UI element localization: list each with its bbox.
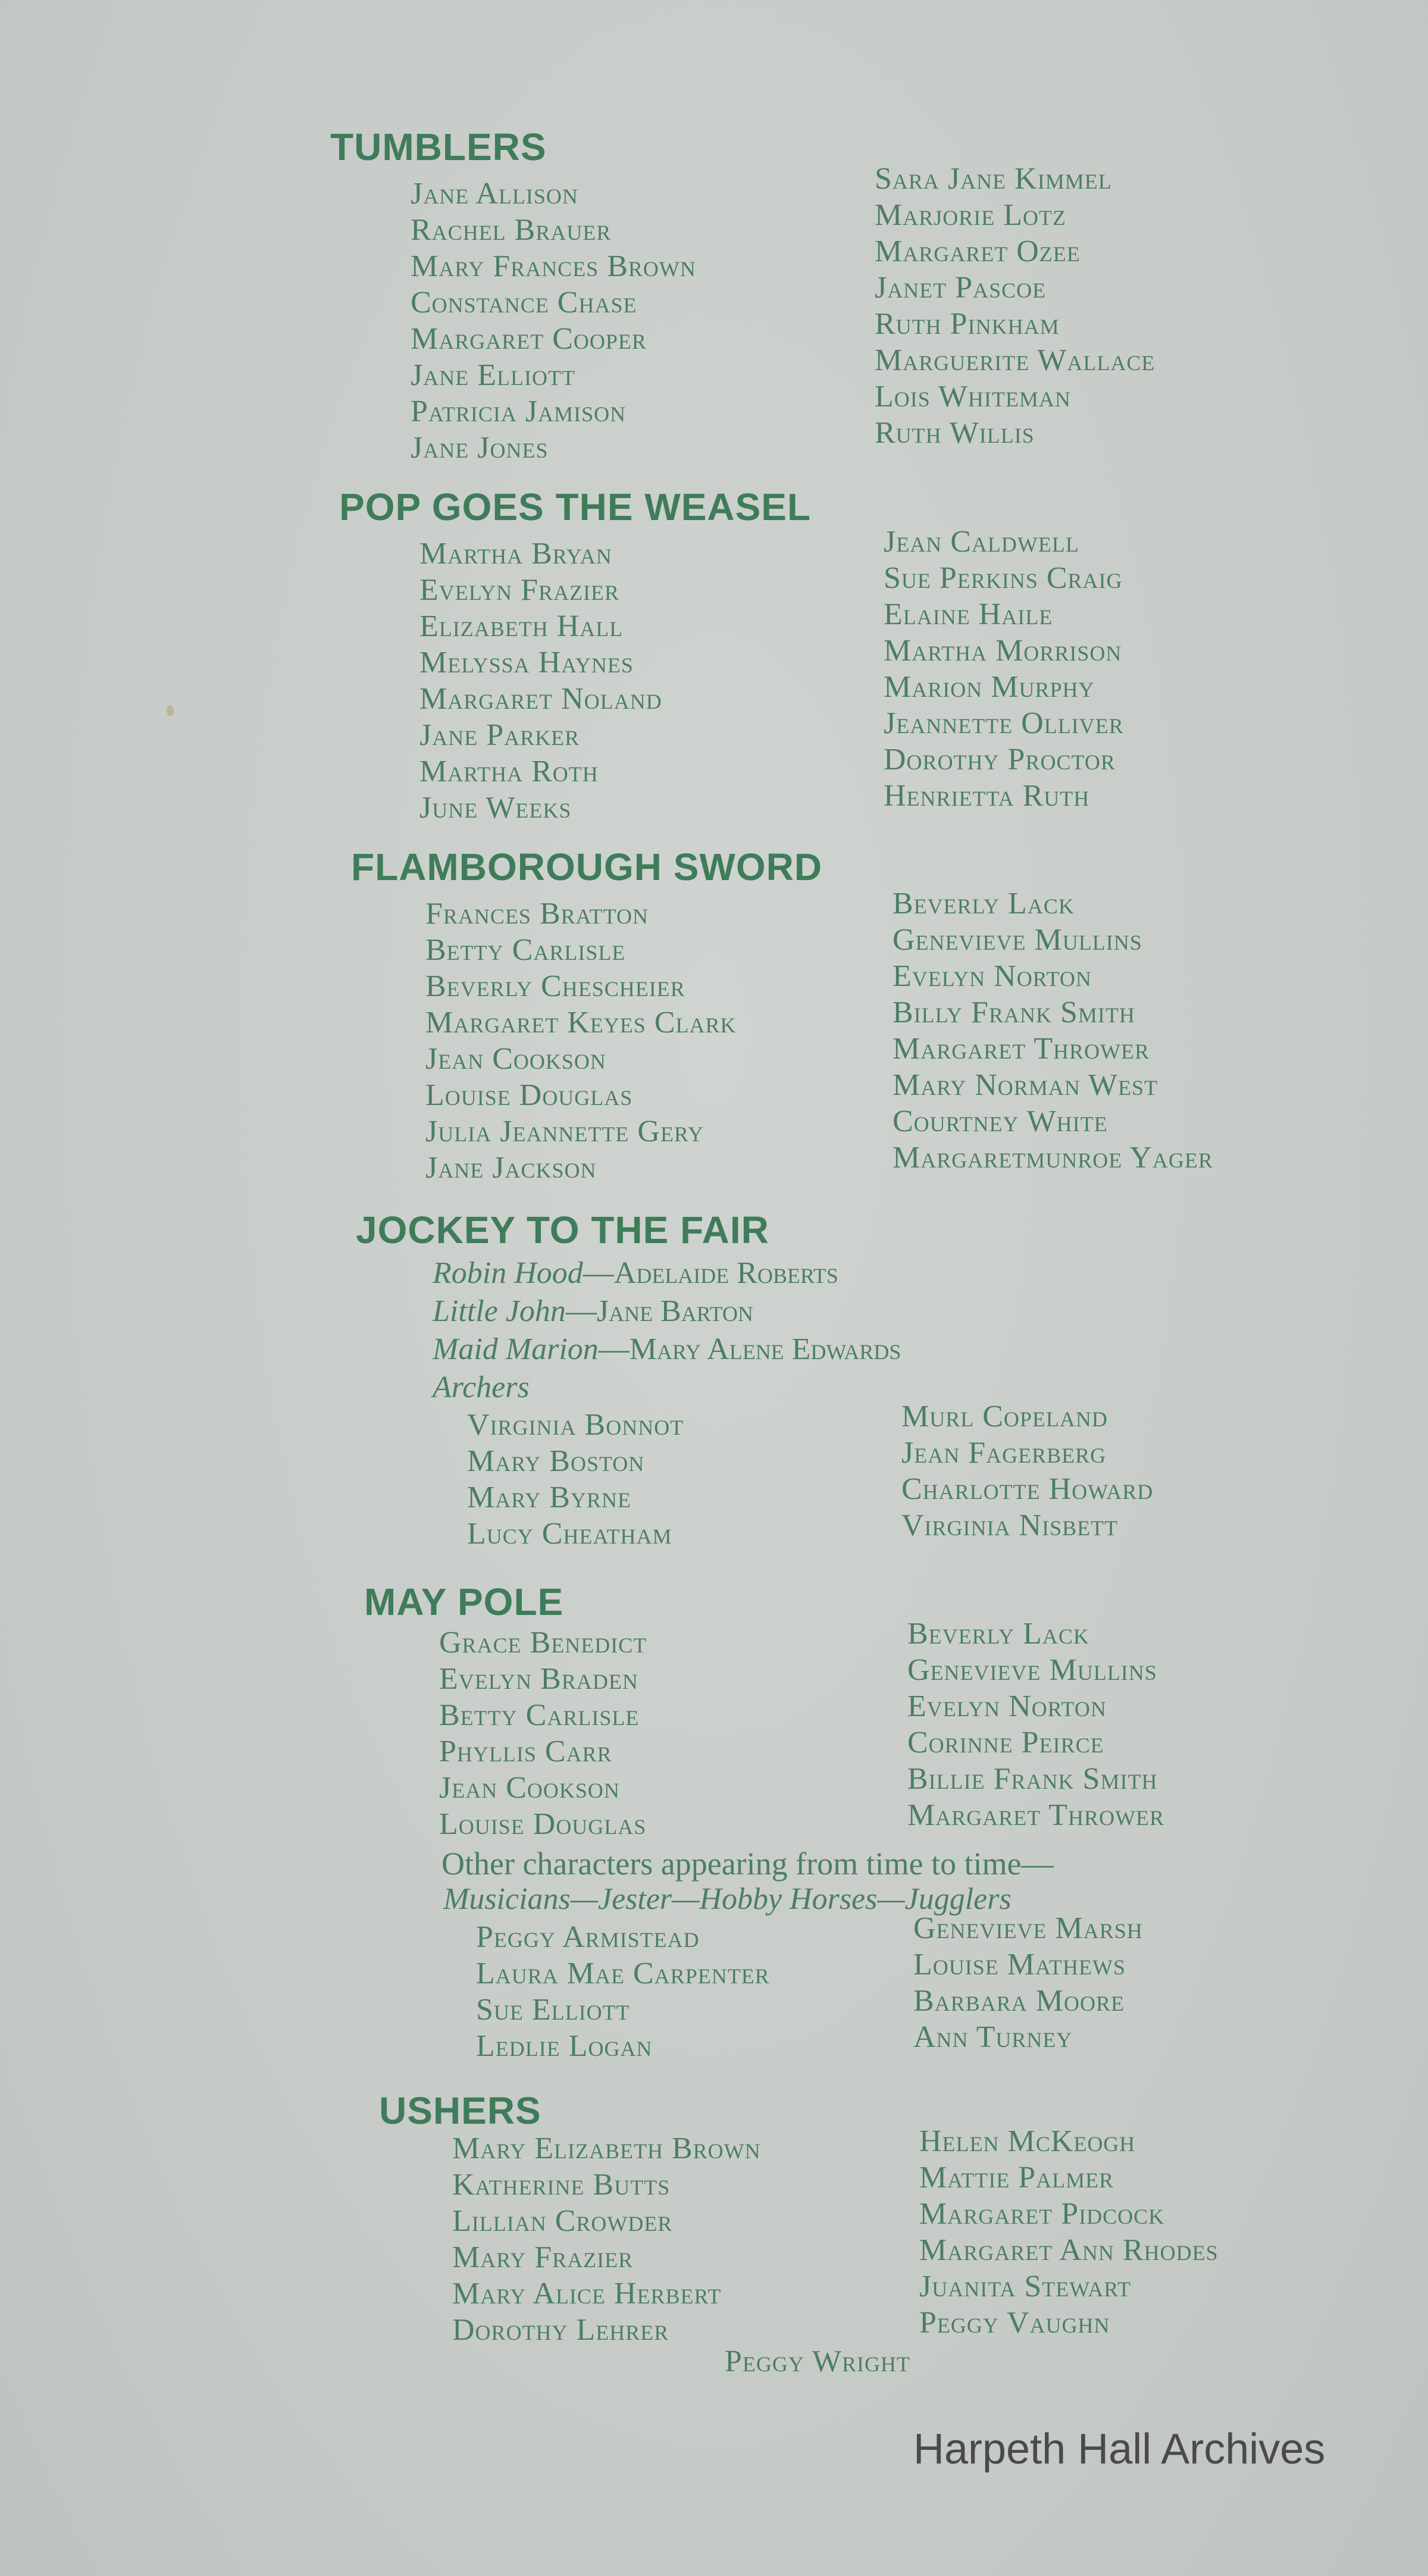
cast-name: Genevieve Mullins: [907, 1653, 1157, 1687]
cast-name: Constance Chase: [411, 286, 637, 320]
cast-name: Louise Mathews: [913, 1948, 1126, 1982]
section-title-pop-goes-the-weasel: POP GOES THE WEASEL: [339, 486, 812, 528]
flamborough-left-list: [425, 896, 736, 1186]
cast-name: Betty Carlisle: [425, 933, 626, 967]
cast-name: Genevieve Mullins: [892, 923, 1142, 957]
cast-name: Elaine Haile: [884, 597, 1053, 631]
cast-name: Jane Elliott: [411, 358, 575, 392]
cast-name: Julia Jeannette Gery: [425, 1115, 704, 1148]
cast-name: Jane Parker: [419, 718, 580, 752]
role-title: Robin Hood: [433, 1256, 583, 1290]
cast-name: Mary Byrne: [467, 1481, 631, 1514]
cast-name: Betty Carlisle: [439, 1698, 640, 1732]
role-performer: Jane Barton: [596, 1294, 753, 1328]
cast-name: Peggy Armistead: [476, 1920, 700, 1954]
cast-name: Ledlie Logan: [476, 2029, 653, 2063]
cast-name: Jean Cookson: [439, 1771, 620, 1805]
cast-name: Melyssa Haynes: [419, 646, 634, 680]
flamborough-right-list: [892, 885, 1213, 1176]
role-separator: —: [583, 1256, 614, 1290]
tumblers-left-list: [411, 176, 696, 466]
cast-name: Louise Douglas: [439, 1807, 647, 1841]
cast-name: Mary Frazier: [452, 2240, 634, 2274]
section-title-may-pole: MAY POLE: [364, 1580, 564, 1623]
cast-name: Margaret Pidcock: [919, 2197, 1165, 2231]
cast-name: Jeannette Olliver: [884, 706, 1124, 740]
cast-name: Margaretmunroe Yager: [892, 1141, 1213, 1175]
cast-name: Mary Boston: [467, 1444, 645, 1478]
cast-name: Patricia Jamison: [411, 395, 627, 428]
cast-name: Billy Frank Smith: [892, 996, 1135, 1029]
cast-name: Evelyn Braden: [439, 1662, 638, 1696]
cast-name: Peggy Vaughn: [919, 2306, 1110, 2340]
ushers-right-list: [919, 2123, 1219, 2341]
cast-name: Sue Perkins Craig: [884, 561, 1123, 595]
role-line: [433, 1369, 901, 1407]
role-title: Archers: [433, 1370, 530, 1404]
cast-name: Mary Norman West: [892, 1068, 1158, 1102]
cast-name: Beverly Chescheier: [425, 969, 685, 1003]
cast-name: Margaret Noland: [419, 682, 662, 716]
section-title-jockey-to-the-fair: JOCKEY TO THE FAIR: [356, 1209, 769, 1251]
maypole-right-list: [907, 1616, 1164, 1833]
cast-name: Corinne Peirce: [907, 1726, 1104, 1760]
cast-name: Margaret Cooper: [411, 322, 647, 356]
cast-name: Helen McKeogh: [919, 2124, 1136, 2158]
cast-name: Frances Bratton: [425, 897, 649, 931]
cast-name: Juanita Stewart: [919, 2270, 1132, 2303]
maypole-left-list: [439, 1625, 647, 1842]
cast-name: Jean Fagerberg: [901, 1436, 1107, 1470]
cast-name: Margaret Ann Rhodes: [919, 2233, 1219, 2267]
pop-left-list: [419, 536, 662, 826]
cast-name: Dorothy Proctor: [884, 743, 1116, 777]
cast-name: Courtney White: [892, 1104, 1108, 1138]
cast-name: Martha Morrison: [884, 634, 1122, 668]
cast-name: Margaret Thrower: [892, 1032, 1150, 1066]
jockey-archers-left-list: [467, 1407, 684, 1552]
archive-watermark: Harpeth Hall Archives: [913, 2425, 1326, 2473]
section-title-tumblers: TUMBLERS: [330, 126, 547, 168]
cast-name: Mary Elizabeth Brown: [452, 2131, 761, 2165]
cast-name: Dorothy Lehrer: [452, 2313, 669, 2347]
role-title: Little John: [433, 1294, 566, 1328]
cast-name: Sara Jane Kimmel: [875, 162, 1112, 196]
maypole-other-characters-note: Other characters appearing from time to time—: [441, 1846, 1054, 1882]
maypole-characters-right-list: [913, 1910, 1143, 2055]
cast-name: Beverly Lack: [892, 887, 1075, 921]
jockey-archers-right-list: [901, 1398, 1153, 1544]
cast-name: Ann Turney: [913, 2020, 1073, 2054]
cast-name: Mattie Palmer: [919, 2161, 1114, 2195]
cast-name: Jane Allison: [411, 177, 578, 211]
cast-name: Elizabeth Hall: [419, 609, 624, 643]
section-title-ushers: USHERS: [379, 2089, 541, 2132]
cast-name: Billie Frank Smith: [907, 1762, 1158, 1796]
cast-name: Marion Murphy: [884, 670, 1095, 704]
cast-name: Margaret Ozee: [875, 234, 1081, 268]
cast-name: Ruth Pinkham: [875, 307, 1060, 341]
cast-name: Evelyn Norton: [907, 1689, 1107, 1723]
cast-name: Marjorie Lotz: [875, 198, 1066, 232]
cast-name: Jane Jackson: [425, 1151, 597, 1185]
ushers-left-list: [452, 2130, 761, 2348]
cast-name: Grace Benedict: [439, 1626, 647, 1660]
jockey-roles-list: [433, 1254, 901, 1407]
cast-name: Margaret Keyes Clark: [425, 1006, 737, 1040]
role-line: [433, 1292, 901, 1331]
role-title: Maid Marion: [433, 1332, 599, 1366]
cast-name: Murl Copeland: [901, 1400, 1108, 1433]
cast-name: Janet Pascoe: [875, 271, 1047, 305]
cast-name: Genevieve Marsh: [913, 1911, 1143, 1945]
cast-name: Marguerite Wallace: [875, 343, 1155, 377]
role-separator: —: [565, 1294, 597, 1328]
role-line: [433, 1331, 901, 1369]
paper-speck: [167, 705, 174, 716]
cast-name: Mary Alice Herbert: [452, 2277, 722, 2311]
cast-name: Virginia Bonnot: [467, 1408, 684, 1442]
maypole-characters-left-list: [476, 1919, 770, 2064]
cast-name: Rachel Brauer: [411, 213, 612, 247]
cast-name: Lois Whiteman: [875, 380, 1071, 414]
cast-name: Barbara Moore: [913, 1984, 1125, 2018]
cast-name: Martha Bryan: [419, 537, 612, 571]
cast-name: Margaret Thrower: [907, 1798, 1165, 1832]
cast-name: June Weeks: [419, 791, 572, 825]
cast-name: Jean Cookson: [425, 1042, 606, 1076]
section-title-flamborough-sword: FLAMBOROUGH SWORD: [351, 846, 823, 888]
role-separator: —: [598, 1332, 630, 1366]
maypole-characters-line: Musicians—Jester—Hobby Horses—Jugglers: [443, 1882, 1012, 1916]
cast-name: Martha Roth: [419, 755, 599, 788]
cast-name: Evelyn Norton: [892, 959, 1092, 993]
role-performer: Mary Alene Edwards: [629, 1332, 901, 1366]
cast-name: Evelyn Frazier: [419, 573, 620, 607]
role-line: [433, 1254, 901, 1292]
cast-name: Charlotte Howard: [901, 1472, 1154, 1506]
cast-name: Laura Mae Carpenter: [476, 1957, 770, 1990]
cast-name: Virginia Nisbett: [901, 1508, 1119, 1542]
cast-name: Jane Jones: [411, 431, 549, 465]
cast-name: Mary Frances Brown: [411, 249, 696, 283]
cast-name: Beverly Lack: [907, 1617, 1089, 1651]
tumblers-right-list: [875, 161, 1155, 451]
cast-name: Katherine Butts: [452, 2168, 671, 2202]
cast-name: Louise Douglas: [425, 1078, 633, 1112]
cast-name: Sue Elliott: [476, 1993, 630, 2027]
cast-name: Henrietta Ruth: [884, 779, 1090, 813]
cast-name: Lillian Crowder: [452, 2204, 673, 2238]
cast-name: Ruth Willis: [875, 416, 1035, 450]
role-performer: Adelaide Roberts: [613, 1256, 838, 1290]
pop-right-list: [884, 524, 1124, 814]
ushers-last-name: Peggy Wright: [725, 2345, 911, 2378]
cast-name: Jean Caldwell: [884, 525, 1079, 559]
cast-name: Lucy Cheatham: [467, 1517, 672, 1551]
cast-name: Phyllis Carr: [439, 1735, 612, 1769]
